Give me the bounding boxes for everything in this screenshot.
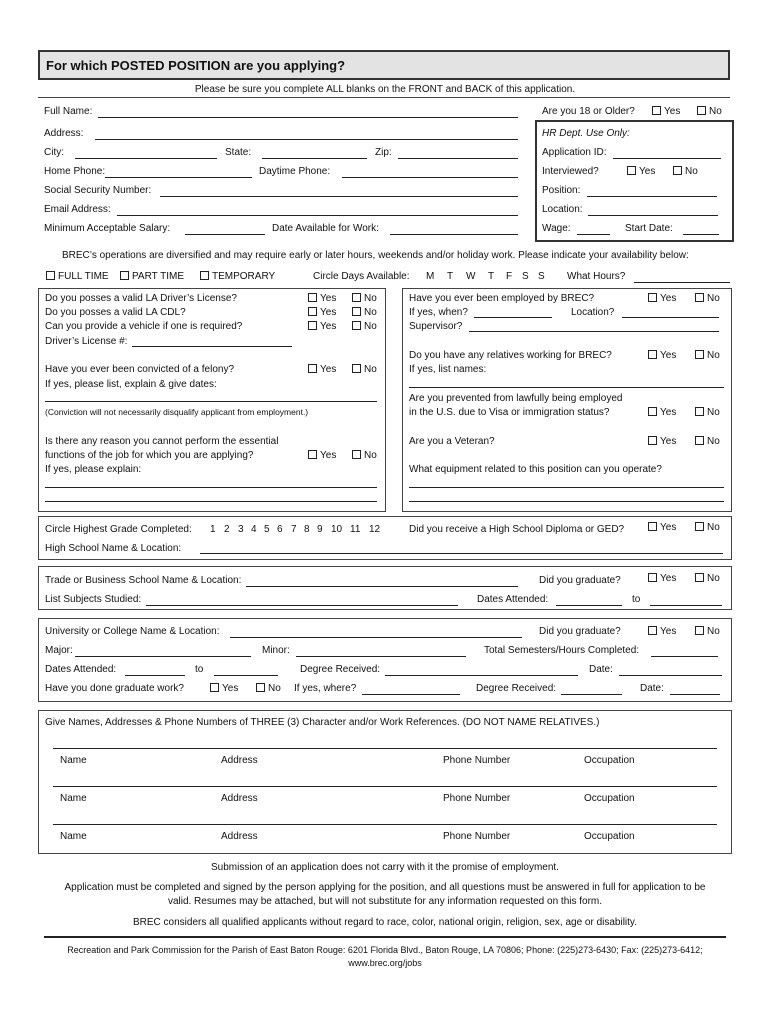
college-label: University or College Name & Location: xyxy=(45,626,220,637)
felony-explain-field[interactable] xyxy=(45,401,377,402)
grade-option[interactable]: 6 xyxy=(277,524,283,535)
when-field[interactable] xyxy=(474,317,552,318)
degree-field[interactable] xyxy=(385,675,578,676)
checkbox-icon xyxy=(695,407,704,416)
hr-position-field[interactable] xyxy=(587,196,717,197)
ref-col-name: Name xyxy=(60,831,87,842)
relatives-names-field[interactable] xyxy=(409,387,724,388)
ref-col-address: Address xyxy=(221,755,258,766)
day-option[interactable]: F xyxy=(506,271,513,282)
checkbox-icon xyxy=(256,683,265,692)
checkbox-icon xyxy=(697,106,706,115)
hr-location-field[interactable] xyxy=(588,215,718,216)
veteran-question: Are you a Veteran? xyxy=(409,436,495,447)
ref-col-name: Name xyxy=(60,755,87,766)
ref-col-phone: Phone Number xyxy=(443,755,511,766)
grade-option[interactable]: 12 xyxy=(369,524,381,535)
grade-option[interactable]: 7 xyxy=(291,524,297,535)
trade-graduate-no[interactable]: No xyxy=(695,573,720,584)
essential-functions-question-2: functions of the job for which you are applying? xyxy=(45,450,254,461)
college-graduate-no[interactable]: No xyxy=(695,626,720,637)
equipment-question: What equipment related to this position can you operate? xyxy=(409,464,662,475)
grade-option[interactable]: 5 xyxy=(264,524,270,535)
veteran-yes[interactable]: Yes xyxy=(648,436,676,447)
interviewed-yes[interactable]: Yes xyxy=(627,166,655,177)
day-option[interactable]: W xyxy=(466,271,476,282)
reference-1-field[interactable] xyxy=(53,748,717,749)
supervisor-label: Supervisor? xyxy=(409,321,463,332)
relatives-question: Do you have any relatives working for BREC? xyxy=(409,350,612,361)
city-label: City: xyxy=(44,147,64,158)
home-phone-field[interactable] xyxy=(105,177,252,178)
visa-question: Are you prevented from lawfully being employed xyxy=(409,393,623,404)
full-name-label: Full Name: xyxy=(44,106,93,117)
total-hours-field[interactable] xyxy=(651,656,718,657)
license-question: Do you posses a valid LA Driver’s License? xyxy=(45,293,237,304)
page-title: For which POSTED POSITION are you applying? xyxy=(46,58,346,73)
daytime-phone-label: Daytime Phone: xyxy=(259,166,331,177)
vehicle-question: Can you provide a vehicle if one is required? xyxy=(45,321,243,332)
subjects-label: List Subjects Studied: xyxy=(45,594,142,605)
grade-label: Circle Highest Grade Completed: xyxy=(45,524,192,535)
cdl-question: Do you posses a valid LA CDL? xyxy=(45,307,186,318)
checkbox-icon xyxy=(352,364,361,373)
ref-col-phone: Phone Number xyxy=(443,831,511,842)
grad-where-field[interactable] xyxy=(362,694,460,695)
completion-note-2: valid. Resumes may be attached, but will not substitute for any information requested on this form. xyxy=(167,896,603,907)
checkbox-icon xyxy=(46,271,55,280)
major-field[interactable] xyxy=(75,656,251,657)
day-option[interactable]: S xyxy=(522,271,529,282)
home-phone-label: Home Phone: xyxy=(44,166,106,177)
references-title: Give Names, Addresses & Phone Numbers of THREE (3) Character and/or Work References. (DO NOT NAME RELATIVES.) xyxy=(45,717,600,728)
contact-info: Recreation and Park Commission for the Parish of East Baton Rouge: 6201 Florida Blvd., Baton Rouge, LA 70806; Phone: (225)273-6430; Fax: (225)273-6412; xyxy=(67,945,703,955)
eeo-statement: BREC considers all qualified applicants without regard to race, color, national origin, religion, sex, age or disability. xyxy=(133,917,637,928)
temporary-option[interactable]: TEMPORARY xyxy=(200,271,275,282)
checkbox-icon xyxy=(648,626,657,635)
grade-option[interactable]: 2 xyxy=(224,524,230,535)
checkbox-icon xyxy=(648,350,657,359)
hr-title: HR Dept. Use Only: xyxy=(542,128,630,139)
checkbox-icon xyxy=(695,573,704,582)
when-label: If yes, when? xyxy=(409,307,468,318)
day-option[interactable]: T xyxy=(447,271,454,282)
minor-label: Minor: xyxy=(262,645,290,656)
position-header xyxy=(38,50,730,80)
checkbox-icon xyxy=(200,271,209,280)
hr-location-label: Location: xyxy=(542,204,583,215)
grade-option[interactable]: 10 xyxy=(331,524,343,535)
degree-date-field[interactable] xyxy=(619,675,722,676)
equipment-field[interactable] xyxy=(409,487,724,488)
interviewed-label: Interviewed? xyxy=(542,166,599,177)
interviewed-no[interactable]: No xyxy=(673,166,698,177)
checkbox-icon xyxy=(648,293,657,302)
degree-date-label: Date: xyxy=(589,664,613,675)
college-to-label: to xyxy=(195,664,204,675)
completion-note: Application must be completed and signed by the person applying for the position, and all questions must be answered in full for application to be xyxy=(64,882,706,893)
essential-explain-label: If yes, please explain: xyxy=(45,464,142,475)
relatives-no[interactable]: No xyxy=(695,350,720,361)
grad-work-no[interactable]: No xyxy=(256,683,281,694)
zip-label: Zip: xyxy=(375,147,392,158)
vehicle-no[interactable]: No xyxy=(352,321,377,332)
vehicle-yes[interactable]: Yes xyxy=(308,321,336,332)
checkbox-icon xyxy=(308,364,317,373)
relatives-names-label: If yes, list names: xyxy=(409,364,487,375)
state-field[interactable] xyxy=(262,158,367,159)
diploma-no[interactable]: No xyxy=(695,522,720,533)
college-date-from-field[interactable] xyxy=(125,675,185,676)
trade-date-to-field[interactable] xyxy=(650,605,722,606)
reference-2-field[interactable] xyxy=(53,786,717,787)
license-number-label: Driver’s License #: xyxy=(45,336,128,347)
employed-yes[interactable]: Yes xyxy=(648,293,676,304)
college-date-to-field[interactable] xyxy=(214,675,278,676)
checkbox-icon xyxy=(352,450,361,459)
ssn-label: Social Security Number: xyxy=(44,185,152,196)
footer-divider xyxy=(44,936,726,938)
ref-col-occupation: Occupation xyxy=(584,831,635,842)
app-id-field[interactable] xyxy=(613,158,721,159)
divider xyxy=(38,97,730,98)
ref-col-address: Address xyxy=(221,831,258,842)
salary-label: Minimum Acceptable Salary: xyxy=(44,223,171,234)
grad-date-field[interactable] xyxy=(670,694,720,695)
checkbox-icon xyxy=(308,307,317,316)
start-date-field[interactable] xyxy=(683,234,719,235)
trade-graduate-question: Did you graduate? xyxy=(539,575,621,586)
zip-field[interactable] xyxy=(398,158,518,159)
felony-yes[interactable]: Yes xyxy=(308,364,336,375)
availability-note: BREC’s operations are diversified and may require early or later hours, weekends and/or holiday work. Please indicate your availability below: xyxy=(62,250,689,261)
grad-date-label: Date: xyxy=(640,683,664,694)
full-time-option[interactable]: FULL TIME xyxy=(46,271,109,282)
date-available-label: Date Available for Work: xyxy=(272,223,379,234)
checkbox-icon xyxy=(695,293,704,302)
grade-option[interactable]: 4 xyxy=(251,524,257,535)
instructions: Please be sure you complete ALL blanks on the FRONT and BACK of this application. xyxy=(194,84,576,95)
employed-question: Have you ever been employed by BREC? xyxy=(409,293,595,304)
high-school-name-label: High School Name & Location: xyxy=(45,543,182,554)
address-field[interactable] xyxy=(95,139,518,140)
ref-col-name: Name xyxy=(60,793,87,804)
grad-where-label: If yes, where? xyxy=(294,683,357,694)
checkbox-icon xyxy=(695,626,704,635)
ref-col-occupation: Occupation xyxy=(584,793,635,804)
felony-question: Have you ever been convicted of a felony? xyxy=(45,364,235,375)
checkbox-icon xyxy=(648,573,657,582)
diploma-question: Did you receive a High School Diploma or GED? xyxy=(409,524,625,535)
salary-field[interactable] xyxy=(185,234,265,235)
age-no[interactable]: No xyxy=(697,106,722,117)
license-number-field[interactable] xyxy=(132,346,292,347)
high-school-name-field[interactable] xyxy=(200,553,723,554)
employed-no[interactable]: No xyxy=(695,293,720,304)
felony-explain-label: If yes, please list, explain & give dates: xyxy=(45,379,217,390)
diploma-yes[interactable]: Yes xyxy=(648,522,676,533)
day-option[interactable]: T xyxy=(488,271,495,282)
trade-school-box xyxy=(38,566,732,610)
visa-question-2: in the U.S. due to Visa or immigration status? xyxy=(409,407,610,418)
day-option[interactable]: M xyxy=(426,271,435,282)
license-yes[interactable]: Yes xyxy=(308,293,336,304)
checkbox-icon xyxy=(352,321,361,330)
felony-no[interactable]: No xyxy=(352,364,377,375)
checkbox-icon xyxy=(648,436,657,445)
date-available-field[interactable] xyxy=(390,234,518,235)
email-label: Email Address: xyxy=(44,204,111,215)
start-date-label: Start Date: xyxy=(625,223,673,234)
address-label: Address: xyxy=(44,128,84,139)
checkbox-icon xyxy=(695,522,704,531)
ref-col-phone: Phone Number xyxy=(443,793,511,804)
circle-days-label: Circle Days Available: xyxy=(313,271,410,282)
grad-work-yes[interactable]: Yes xyxy=(210,683,238,694)
what-hours-label: What Hours? xyxy=(567,271,626,282)
ssn-field[interactable] xyxy=(160,196,518,197)
ref-col-address: Address xyxy=(221,793,258,804)
checkbox-icon xyxy=(210,683,219,692)
cdl-no[interactable]: No xyxy=(352,307,377,318)
college-graduate-question: Did you graduate? xyxy=(539,626,621,637)
essential-no[interactable]: No xyxy=(352,450,377,461)
hr-position-label: Position: xyxy=(542,185,581,196)
college-field[interactable] xyxy=(230,637,522,638)
visa-yes[interactable]: Yes xyxy=(648,407,676,418)
promise-note: Submission of an application does not carry with it the promise of employment. xyxy=(211,862,559,873)
checkbox-icon xyxy=(308,293,317,302)
location-field[interactable] xyxy=(622,317,719,318)
cdl-yes[interactable]: Yes xyxy=(308,307,336,318)
day-option[interactable]: S xyxy=(538,271,545,282)
relatives-yes[interactable]: Yes xyxy=(648,350,676,361)
checkbox-icon xyxy=(673,166,682,175)
trade-dates-label: Dates Attended: xyxy=(477,594,549,605)
license-no[interactable]: No xyxy=(352,293,377,304)
major-label: Major: xyxy=(45,645,73,656)
grade-option[interactable]: 9 xyxy=(317,524,323,535)
trade-date-from-field[interactable] xyxy=(556,605,622,606)
essential-functions-question: Is there any reason you cannot perform the essential xyxy=(45,436,279,447)
checkbox-icon xyxy=(352,293,361,302)
equipment-field-2[interactable] xyxy=(409,501,724,502)
checkbox-icon xyxy=(695,436,704,445)
essential-yes[interactable]: Yes xyxy=(308,450,336,461)
trade-school-field[interactable] xyxy=(246,586,518,587)
reference-3-field[interactable] xyxy=(53,824,717,825)
veteran-no[interactable]: No xyxy=(695,436,720,447)
what-hours-field[interactable] xyxy=(634,282,730,283)
trade-to-label: to xyxy=(632,594,641,605)
age-yes[interactable]: Yes xyxy=(652,106,680,117)
supervisor-field[interactable] xyxy=(469,331,719,332)
essential-explain-field[interactable] xyxy=(45,487,377,488)
visa-no[interactable]: No xyxy=(695,407,720,418)
essential-explain-field-2[interactable] xyxy=(45,501,377,502)
app-id-label: Application ID: xyxy=(542,147,607,158)
state-label: State: xyxy=(225,147,252,158)
city-field[interactable] xyxy=(75,158,217,159)
conviction-note: (Conviction will not necessarily disqualify applicant from employment.) xyxy=(45,407,309,417)
grade-option[interactable]: 8 xyxy=(304,524,310,535)
location-label: Location? xyxy=(571,307,615,318)
checkbox-icon xyxy=(308,450,317,459)
full-name-field[interactable] xyxy=(98,117,518,118)
wage-label: Wage: xyxy=(542,223,571,234)
checkbox-icon xyxy=(308,321,317,330)
ref-col-occupation: Occupation xyxy=(584,755,635,766)
part-time-option[interactable]: PART TIME xyxy=(120,271,184,282)
website-link[interactable]: www.brec.org/jobs xyxy=(348,958,422,968)
email-field[interactable] xyxy=(117,215,518,216)
grade-option[interactable]: 1 xyxy=(210,524,216,535)
grad-degree-label: Degree Received: xyxy=(476,683,557,694)
college-graduate-yes[interactable]: Yes xyxy=(648,626,676,637)
daytime-phone-field[interactable] xyxy=(342,177,518,178)
grad-work-question: Have you done graduate work? xyxy=(45,683,184,694)
trade-graduate-yes[interactable]: Yes xyxy=(648,573,676,584)
checkbox-icon xyxy=(648,522,657,531)
minor-field[interactable] xyxy=(296,656,466,657)
trade-school-label: Trade or Business School Name & Location: xyxy=(45,575,242,586)
degree-label: Degree Received: xyxy=(300,664,381,675)
checkbox-icon xyxy=(352,307,361,316)
grade-option[interactable]: 11 xyxy=(350,524,361,535)
wage-field[interactable] xyxy=(577,234,610,235)
total-hours-label: Total Semesters/Hours Completed: xyxy=(484,645,640,656)
grade-option[interactable]: 3 xyxy=(238,524,244,535)
checkbox-icon xyxy=(120,271,129,280)
checkbox-icon xyxy=(648,407,657,416)
subjects-field[interactable] xyxy=(146,605,458,606)
checkbox-icon xyxy=(627,166,636,175)
college-dates-label: Dates Attended: xyxy=(45,664,117,675)
checkbox-icon xyxy=(652,106,661,115)
grad-degree-field[interactable] xyxy=(561,694,622,695)
checkbox-icon xyxy=(695,350,704,359)
age-question: Are you 18 or Older? xyxy=(542,106,635,117)
